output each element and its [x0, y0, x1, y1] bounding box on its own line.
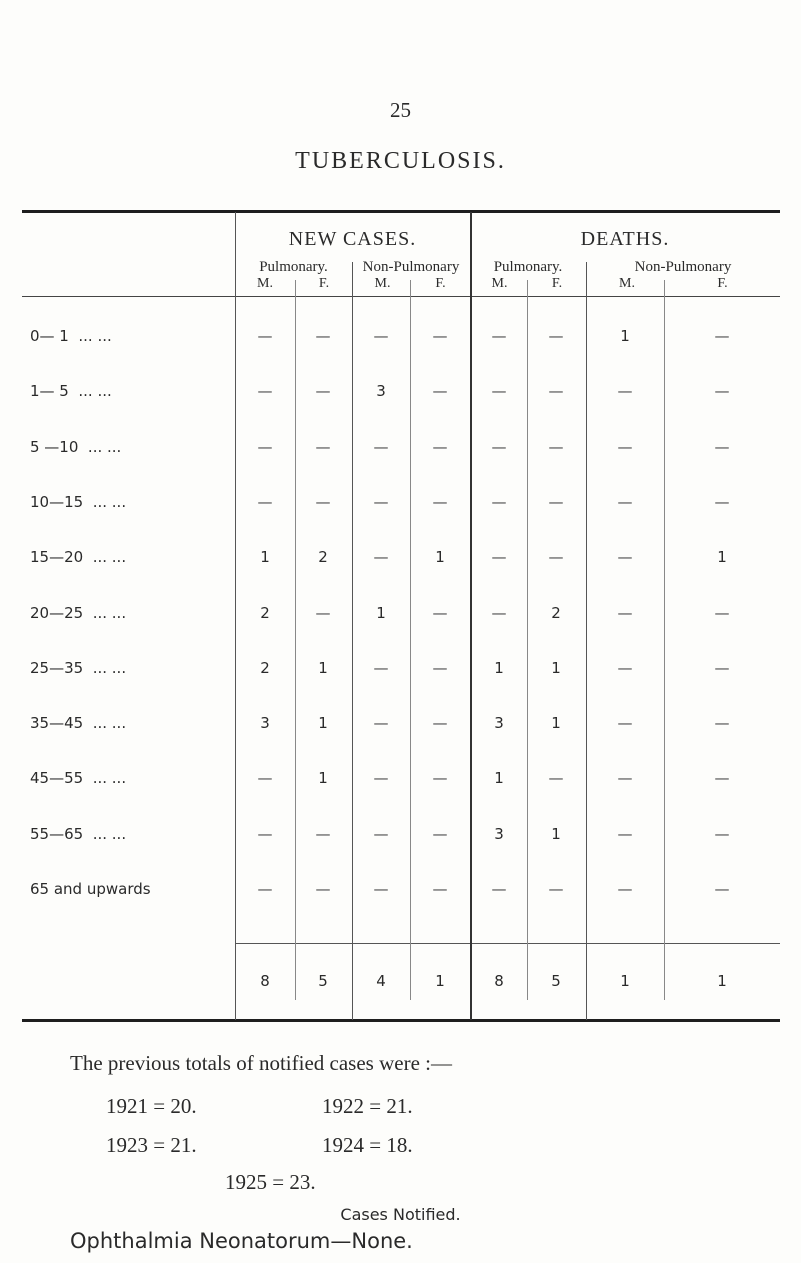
row-label: 10—15 ... ... — [30, 493, 127, 511]
table-cell: — — [432, 659, 448, 677]
table-cell: — — [548, 769, 564, 787]
table-cell: — — [315, 825, 331, 843]
table-top-rule — [22, 210, 780, 213]
table-cell: 2 — [260, 659, 270, 677]
table-cell: 1 — [717, 548, 727, 566]
row-label: 65 and upwards — [30, 880, 151, 898]
total-cell: 4 — [376, 972, 386, 990]
table-cell: — — [714, 659, 730, 677]
table-cell: — — [714, 438, 730, 456]
table-cell: — — [432, 327, 448, 345]
col-divider — [235, 212, 236, 1020]
totals-rule — [235, 943, 780, 944]
table-cell: — — [714, 769, 730, 787]
table-cell: 1 — [376, 604, 386, 622]
table-cell: — — [548, 548, 564, 566]
table-cell: — — [373, 880, 389, 898]
table-cell: — — [548, 493, 564, 511]
table-cell: 1 — [494, 659, 504, 677]
table-cell: — — [373, 493, 389, 511]
table-cell: — — [257, 769, 273, 787]
table-cell: 3 — [260, 714, 270, 732]
table-cell: 3 — [376, 382, 386, 400]
table-cell: — — [373, 327, 389, 345]
table-cell: — — [714, 714, 730, 732]
previous-total-1922: 1922 = 21. — [322, 1094, 413, 1118]
table-cell: — — [617, 714, 633, 732]
col-divider — [470, 212, 472, 1020]
table-cell: 1 — [551, 714, 561, 732]
table-cell: — — [432, 714, 448, 732]
table-cell: — — [491, 438, 507, 456]
header-bottom-rule — [22, 296, 780, 297]
subheader-nonpulmonary-new: Non-Pulmonary — [362, 259, 460, 275]
row-label: 35—45 ... ... — [30, 714, 127, 732]
table-cell: 1 — [435, 548, 445, 566]
table-cell: — — [257, 327, 273, 345]
previous-total-1925: 1925 = 23. — [225, 1170, 316, 1194]
previous-total-1923: 1923 = 21. — [106, 1133, 197, 1157]
table-cell: 1 — [318, 659, 328, 677]
cases-notified-heading: Cases Notified. — [340, 1205, 461, 1224]
table-cell: — — [432, 880, 448, 898]
table-cell: — — [491, 548, 507, 566]
table-cell: 2 — [260, 604, 270, 622]
table-cell: — — [373, 769, 389, 787]
table-cell: — — [315, 880, 331, 898]
sex-header: M. — [491, 276, 508, 291]
table-cell: — — [491, 327, 507, 345]
total-cell: 8 — [494, 972, 504, 990]
table-cell: — — [373, 548, 389, 566]
total-cell: 5 — [551, 972, 561, 990]
table-cell: — — [432, 382, 448, 400]
table-cell: — — [714, 604, 730, 622]
table-cell: — — [491, 604, 507, 622]
table-cell: — — [315, 604, 331, 622]
table-cell: — — [548, 880, 564, 898]
table-cell: 1 — [551, 659, 561, 677]
table-cell: — — [617, 604, 633, 622]
col-divider — [527, 280, 528, 1000]
table-bottom-rule — [22, 1019, 780, 1022]
subheader-pulmonary-deaths: Pulmonary. — [493, 259, 563, 275]
table-cell: — — [617, 382, 633, 400]
table-cell: — — [257, 825, 273, 843]
table-cell: — — [315, 327, 331, 345]
header-new-cases: NEW CASES. — [288, 228, 417, 250]
table-cell: — — [315, 493, 331, 511]
table-cell: — — [432, 438, 448, 456]
table-cell: — — [257, 493, 273, 511]
table-cell: — — [491, 493, 507, 511]
sex-header: F. — [717, 276, 728, 291]
table-cell: — — [432, 493, 448, 511]
table-cell: 3 — [494, 825, 504, 843]
total-cell: 8 — [260, 972, 270, 990]
table-cell: — — [548, 382, 564, 400]
table-cell: — — [714, 327, 730, 345]
table-cell: — — [432, 825, 448, 843]
row-label: 55—65 ... ... — [30, 825, 127, 843]
row-label: 1— 5 ... ... — [30, 382, 112, 400]
total-cell: 5 — [318, 972, 328, 990]
table-cell: 2 — [551, 604, 561, 622]
row-label: 20—25 ... ... — [30, 604, 127, 622]
sex-header: F. — [435, 276, 446, 291]
subheader-nonpulmonary-deaths: Non-Pulmonary — [634, 259, 732, 275]
col-divider — [586, 262, 587, 1020]
table-cell: — — [714, 493, 730, 511]
table-cell: 2 — [318, 548, 328, 566]
table-cell: — — [373, 714, 389, 732]
header-deaths: DEATHS. — [580, 228, 670, 250]
col-divider — [664, 280, 665, 1000]
table-cell: — — [432, 604, 448, 622]
table-cell: — — [617, 659, 633, 677]
table-cell: — — [315, 438, 331, 456]
row-label: 5 —10 ... ... — [30, 438, 122, 456]
total-cell: 1 — [620, 972, 630, 990]
table-cell: — — [617, 438, 633, 456]
sex-header: M. — [257, 276, 273, 291]
page-title: TUBERCULOSIS. — [295, 148, 506, 174]
table-cell: — — [373, 438, 389, 456]
table-cell: — — [432, 769, 448, 787]
table-cell: — — [491, 382, 507, 400]
subheader-pulmonary-new: Pulmonary. — [259, 259, 328, 275]
row-label: 15—20 ... ... — [30, 548, 127, 566]
table-cell: — — [617, 548, 633, 566]
previous-total-1921: 1921 = 20. — [106, 1094, 197, 1118]
table-cell: 1 — [318, 714, 328, 732]
table-cell: — — [714, 382, 730, 400]
col-divider — [410, 280, 411, 1000]
table-cell: — — [714, 825, 730, 843]
previous-total-1924: 1924 = 18. — [322, 1133, 413, 1157]
table-cell: 1 — [620, 327, 630, 345]
page-number: 25 — [390, 98, 411, 122]
col-divider — [295, 280, 296, 1000]
table-cell: — — [617, 825, 633, 843]
table-cell: — — [491, 880, 507, 898]
table-cell: 1 — [551, 825, 561, 843]
row-label: 0— 1 ... ... — [30, 327, 112, 345]
table-cell: — — [373, 825, 389, 843]
table-cell: — — [257, 382, 273, 400]
total-cell: 1 — [717, 972, 727, 990]
table-cell: — — [617, 493, 633, 511]
table-cell: — — [315, 382, 331, 400]
total-cell: 1 — [435, 972, 445, 990]
table-cell: — — [714, 880, 730, 898]
sex-header: F. — [551, 276, 563, 291]
sex-header: M. — [619, 276, 635, 291]
sex-header: F. — [318, 276, 330, 291]
ophthalmia-line: Ophthalmia Neonatorum—None. — [70, 1229, 413, 1253]
table-cell: — — [548, 438, 564, 456]
sex-header: M. — [374, 276, 391, 291]
row-label: 45—55 ... ... — [30, 769, 127, 787]
table-cell: 3 — [494, 714, 504, 732]
col-divider — [352, 262, 353, 1020]
table-cell: 1 — [318, 769, 328, 787]
table-cell: — — [257, 438, 273, 456]
row-label: 25—35 ... ... — [30, 659, 127, 677]
previous-totals-heading: The previous totals of notified cases were :— — [70, 1051, 452, 1075]
table-cell: 1 — [260, 548, 270, 566]
table-cell: — — [257, 880, 273, 898]
table-cell: — — [617, 880, 633, 898]
table-cell: — — [548, 327, 564, 345]
table-cell: 1 — [494, 769, 504, 787]
table-cell: — — [617, 769, 633, 787]
table-cell: — — [373, 659, 389, 677]
